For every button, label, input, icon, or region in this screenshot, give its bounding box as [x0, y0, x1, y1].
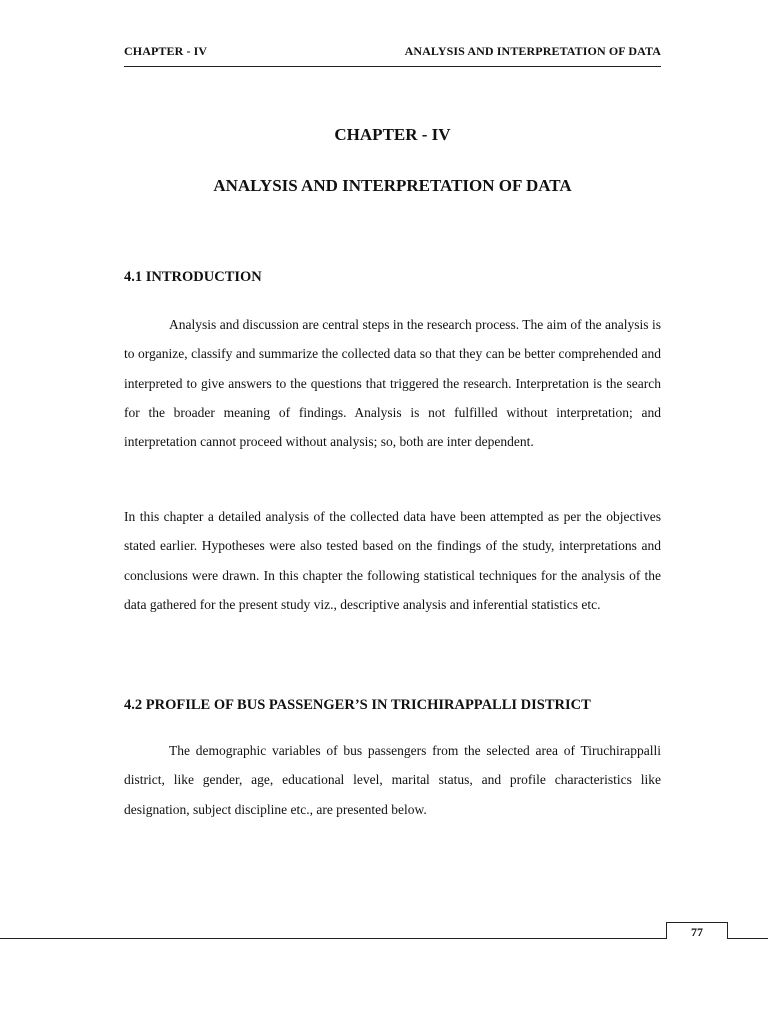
chapter-title: ANALYSIS AND INTERPRETATION OF DATA	[213, 176, 572, 195]
section-heading-profile: 4.2 PROFILE OF BUS PASSENGER’S IN TRICHIRAPPALLI DISTRICT	[124, 697, 591, 713]
footer-rule	[0, 938, 768, 939]
page-number: 77	[666, 922, 728, 939]
profile-paragraph: The demographic variables of bus passengers from the selected area of Tiruchirappalli district, like gender, age, educational level, marital status, and profile characteristics like designation, subject discipline etc., are presented below.	[124, 743, 661, 817]
running-header	[124, 44, 661, 67]
introduction-paragraph-1: Analysis and discussion are central steps in the research process. The aim of the analysis is to organize, classify and summarize the collected data so that they can be better comprehended and interpreted to give answers to the questions that triggered the research. Interpretation is the search for the broader meaning of findings. Analysis is not fulfilled without interpretation; and interpretation cannot proceed without analysis; so, both are inter dependent.	[124, 317, 661, 450]
introduction-paragraph-2: In this chapter a detailed analysis of the collected data have been attempted as per the objectives stated earlier. Hypotheses were also tested based on the findings of the study, interpretations and conclusions were drawn. In this chapter the following statistical techniques for the analysis of the data gathered for the present study viz., descriptive analysis and inferential statistics etc.	[124, 509, 661, 612]
chapter-number-title: CHAPTER - IV	[334, 125, 451, 144]
running-header-left: CHAPTER - IV	[124, 44, 208, 58]
section-heading-introduction: 4.1 INTRODUCTION	[124, 269, 262, 285]
running-header-right: ANALYSIS AND INTERPRETATION OF DATA	[404, 44, 661, 58]
